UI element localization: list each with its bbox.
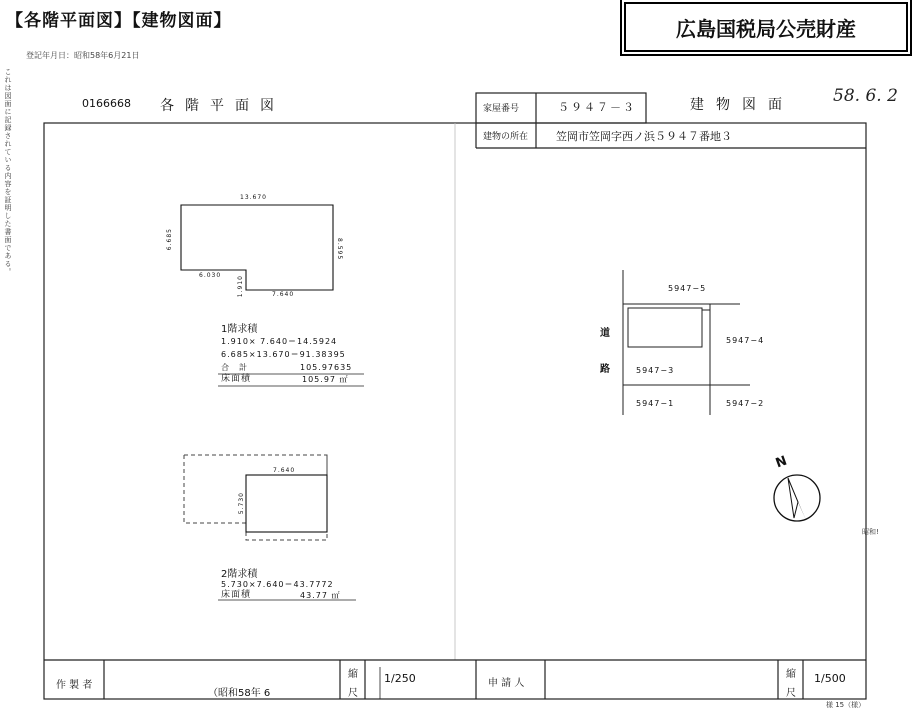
- house-number-value: ５９４７－３: [558, 101, 636, 114]
- floor1-dim-left: 6.685: [166, 228, 173, 251]
- lot-5947-1: 5947−1: [636, 399, 675, 408]
- document-header-title: 【各階平面図】【建物図面】: [6, 11, 232, 31]
- floor1-dim-right: 8.595: [336, 238, 343, 261]
- form-number: 様 15（様）: [826, 701, 866, 709]
- site-building-outline: [628, 308, 702, 347]
- floor2-area-value: 43.77 ㎡: [300, 591, 341, 600]
- floor1-dim-notch-w: 6.030: [199, 272, 222, 279]
- floor1-calc-line2: 6.685×13.670＝91.38395: [221, 350, 346, 359]
- margin-stamp: 昭和!: [862, 528, 879, 536]
- tax-office-badge: 広島国税局公売財産: [624, 2, 908, 52]
- handwritten-date: 58. 6. 2: [833, 86, 898, 106]
- scale-right-label-1: 縮: [786, 669, 796, 680]
- floor1-total-label: 合 計: [221, 363, 248, 372]
- registration-date: 登記年月日：昭和58年6月21日: [26, 51, 140, 60]
- floor2-outline: [246, 475, 327, 532]
- maker-date: （昭和58年 6: [208, 688, 271, 699]
- location-value: 笠岡市笠岡字西ノ浜５９４７番地３: [556, 130, 732, 143]
- floor2-dim-top: 7.640: [273, 467, 296, 474]
- floor1-dim-top: 13.670: [240, 194, 267, 201]
- document-number: 0166668: [82, 97, 131, 110]
- north-label: N: [773, 453, 790, 472]
- floor-plan-title: 各階平面図: [160, 98, 285, 114]
- house-number-label: 家屋番号: [483, 104, 520, 114]
- road-label-2: 路: [600, 364, 610, 375]
- lot-5947-4: 5947−4: [726, 336, 765, 345]
- scale-right-value: 1/500: [814, 672, 846, 685]
- floor1-dim-notch-h: 1.910: [237, 275, 244, 298]
- scale-left-value: 1/250: [384, 672, 416, 685]
- building-plan-title: 建物図面: [690, 97, 794, 113]
- floor2-calc-line1: 5.730×7.640＝43.7772: [221, 580, 334, 589]
- location-label: 建物の所在: [483, 132, 529, 142]
- applicant-label: 申 請 人: [488, 678, 525, 689]
- maker-label: 作 製 者: [56, 680, 93, 691]
- floor2-calc-title: 2階求積: [221, 569, 258, 580]
- floor1-dim-bottom: 7.640: [272, 291, 295, 298]
- north-arrow-icon: [774, 475, 820, 521]
- floor2-dim-left: 5.730: [238, 492, 245, 515]
- lot-5947-5: 5947−5: [668, 284, 707, 293]
- scale-label-1: 縮: [348, 669, 358, 680]
- floor2-area-label: 床面積: [221, 590, 252, 600]
- scale-right-label-2: 尺: [786, 688, 796, 699]
- lot-5947-3: 5947−3: [636, 366, 675, 375]
- floor1-calc-line1: 1.910× 7.640＝14.5924: [221, 337, 338, 346]
- floor1-calc-title: 1階求積: [221, 324, 258, 335]
- road-label-1: 道: [600, 328, 610, 339]
- certification-note: これは図面に記録されている内容を証明した書面である。: [4, 68, 12, 276]
- scale-label-2: 尺: [348, 688, 358, 699]
- floor1-area-label: 床面積: [221, 374, 252, 384]
- floor1-total-value: 105.97635: [300, 363, 353, 372]
- lot-5947-2: 5947−2: [726, 399, 765, 408]
- floor1-area-value: 105.97 ㎡: [302, 375, 349, 384]
